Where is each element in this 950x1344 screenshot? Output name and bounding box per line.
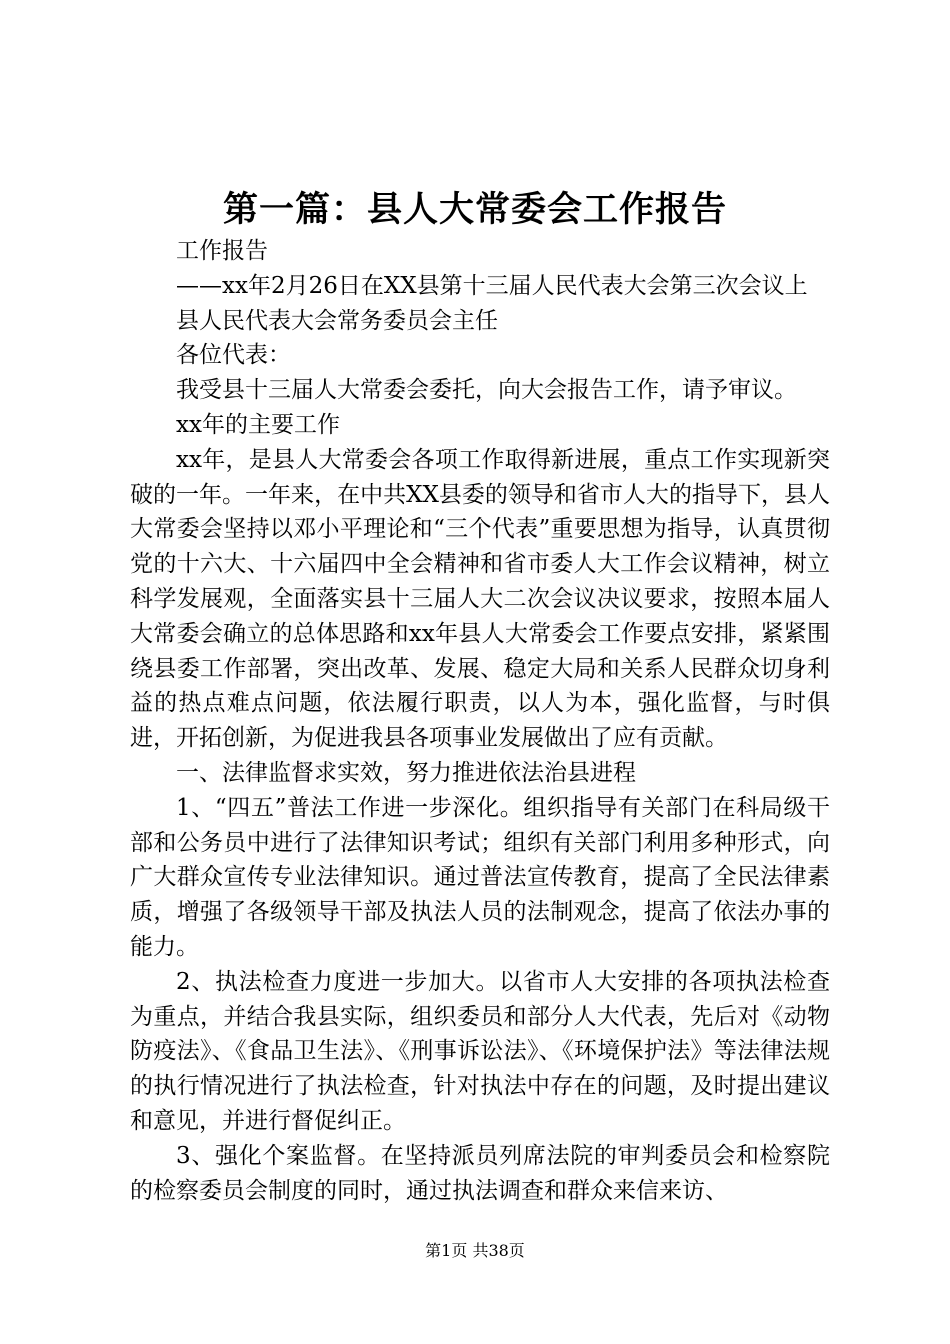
paragraph-speaker: 县人民代表大会常务委员会主任 (176, 307, 498, 334)
paragraph-intro: 我受县十三届人大常委会委托，向大会报告工作，请予审议。 (176, 377, 797, 404)
paragraph-item-1: 1、“四五”普法工作进一步深化。组织指导有关部门在科局级干部和公务员中进行了法律知识考试；组织有关部门利用多种形式，向广大群众宣传专业法律知识。通过普法宣传教育，提高了全民法律素质，增强了各级领导干部及执法人员的法制观念，提高了依法办事的能力。 (130, 794, 830, 960)
paragraph-meeting-subtitle: ——xx年2月26日在XX县第十三届人民代表大会第三次会议上 (176, 272, 808, 299)
page-footer: 第1页 共38页 (425, 1241, 525, 1260)
paragraph-item-2: 2、执法检查力度进一步加大。以省市人大安排的各项执法检查为重点，并结合我县实际，组织委员和部分人大代表，先后对《动物防疫法》、《食品卫生法》、《刑事诉讼法》、《环境保护法》等法律法规的执行情况进行了执法检查，针对执法中存在的问题，及时提出建议和意见，并进行督促纠正。 (130, 968, 830, 1134)
paragraph-item-3: 3、强化个案监督。在坚持派员列席法院的审判委员会和检察院的检察委员会制度的同时，通过执法调查和群众来信来访、 (130, 1142, 830, 1204)
section-heading-main-work: xx年的主要工作 (176, 411, 340, 438)
document-title: 第一篇：县人大常委会工作报告 (222, 189, 727, 230)
document-body (130, 234, 830, 1208)
section-heading-legal-supervision: 一、法律监督求实效，努力推进依法治县进程 (176, 759, 636, 786)
paragraph-overview: xx年，是县人大常委会各项工作取得新进展，重点工作实现新突破的一年。一年来，在中共XX县委的领导和省市人大的指导下，县人大常委会坚持以邓小平理论和“三个代表”重要思想为指导，认真贯彻党的十六大、十六届四中全会精神和省市委人大工作会议精神，树立科学发展观，全面落实县十三届人大二次会议决议要求，按照本届人大常委会确立的总体思路和xx年县人大常委会工作要点安排，紧紧围绕县委工作部署，突出改革、发展、稳定大局和关系人民群众切身利益的热点难点问题，依法履行职责，以人为本，强化监督，与时俱进，开拓创新，为促进我县各项事业发展做出了应有贡献。 (130, 446, 830, 752)
paragraph-salutation: 各位代表： (176, 342, 291, 369)
paragraph-report-label: 工作报告 (176, 238, 268, 264)
